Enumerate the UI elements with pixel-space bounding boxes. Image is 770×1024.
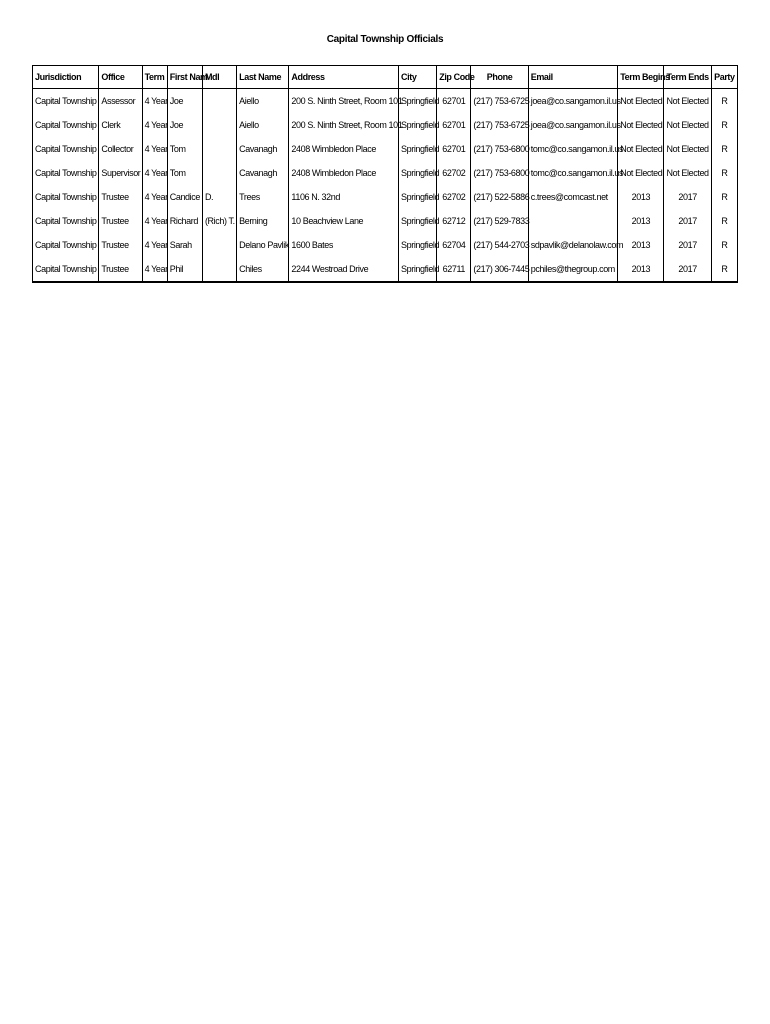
cell-term-ends: Not Elected	[664, 161, 711, 185]
cell-office: Clerk	[99, 113, 142, 137]
column-header-middle: Mdl	[202, 66, 236, 89]
table-header-row	[33, 66, 738, 89]
cell-term-begins: 2013	[618, 233, 664, 257]
cell-phone: (217) 529-7833	[471, 209, 528, 233]
page-title: Capital Township Officials	[326, 34, 444, 45]
cell-email: joea@co.sangamon.il.us	[528, 113, 618, 137]
cell-address: 200 S. Ninth Street, Room 101	[289, 113, 399, 137]
cell-term: 4 Year	[142, 185, 167, 209]
cell-address: 2408 Wimbledon Place	[289, 161, 399, 185]
cell-jurisdiction: Capital Township	[35, 120, 97, 130]
cell-last-name: Cavanagh	[237, 137, 289, 161]
cell-term: 4 Year	[142, 89, 167, 114]
cell-jurisdiction: Capital Township	[35, 96, 97, 106]
column-header-last-name: Last Name	[237, 66, 289, 89]
cell-city: Springfield	[399, 113, 437, 137]
cell-city: Springfield	[399, 209, 437, 233]
cell-first-name: Tom	[167, 137, 202, 161]
cell-email: pchiles@thegroup.com	[528, 257, 618, 282]
cell-term: 4 Year	[142, 257, 167, 282]
cell-zip-code: 62701	[437, 137, 471, 161]
cell-middle	[202, 89, 236, 114]
cell-term-begins: Not Elected	[618, 137, 664, 161]
cell-middle: (Rich) T.	[202, 209, 236, 233]
column-header-term-ends: Term Ends	[664, 66, 711, 89]
cell-zip-code: 62712	[437, 209, 471, 233]
cell-term: 4 Year	[142, 161, 167, 185]
cell-office: Trustee	[99, 209, 142, 233]
cell-first-name: Joe	[167, 113, 202, 137]
cell-term-ends: Not Elected	[664, 113, 711, 137]
cell-office: Trustee	[99, 185, 142, 209]
cell-email: tomc@co.sangamon.il.us	[528, 137, 618, 161]
column-header-city: City	[399, 66, 437, 89]
cell-phone: (217) 306-7445	[471, 257, 528, 282]
cell-middle: D.	[202, 185, 236, 209]
cell-party: R	[711, 137, 737, 161]
cell-middle	[202, 257, 236, 282]
cell-zip-code: 62701	[437, 89, 471, 114]
table-row	[33, 257, 738, 282]
cell-office: Collector	[99, 137, 142, 161]
cell-term-ends: 2017	[664, 257, 711, 282]
column-header-phone: Phone	[471, 66, 528, 89]
column-header-office: Office	[99, 66, 142, 89]
column-header-term-begins: Term Begins	[618, 66, 664, 89]
officials-table	[32, 65, 738, 283]
table-row	[33, 185, 738, 209]
cell-last-name: Aiello	[237, 113, 289, 137]
cell-city: Springfield	[399, 137, 437, 161]
cell-phone: (217) 753-6800	[471, 161, 528, 185]
cell-jurisdiction: Capital Township	[35, 168, 97, 178]
cell-address: 2408 Wimbledon Place	[289, 137, 399, 161]
cell-first-name: Candice	[167, 185, 202, 209]
cell-first-name: Richard	[167, 209, 202, 233]
cell-term-begins: Not Elected	[618, 161, 664, 185]
cell-city: Springfield	[399, 257, 437, 282]
cell-zip-code: 62711	[437, 257, 471, 282]
cell-zip-code: 62702	[437, 161, 471, 185]
cell-party: R	[711, 185, 737, 209]
cell-office: Trustee	[99, 233, 142, 257]
cell-term-begins: Not Elected	[618, 113, 664, 137]
cell-term-begins: 2013	[618, 185, 664, 209]
cell-phone: (217) 753-6725	[471, 89, 528, 114]
cell-middle	[202, 161, 236, 185]
cell-jurisdiction: Capital Township	[35, 216, 97, 226]
column-header-email: Email	[528, 66, 618, 89]
cell-term-begins: Not Elected	[618, 89, 664, 114]
cell-first-name: Joe	[167, 89, 202, 114]
cell-zip-code: 62704	[437, 233, 471, 257]
table-row	[33, 113, 738, 137]
cell-term-ends: 2017	[664, 233, 711, 257]
cell-jurisdiction: Capital Township	[35, 192, 97, 202]
cell-address: 2244 Westroad Drive	[289, 257, 399, 282]
cell-city: Springfield	[399, 185, 437, 209]
cell-address: 1600 Bates	[289, 233, 399, 257]
cell-party: R	[711, 257, 737, 282]
cell-office: Trustee	[99, 257, 142, 282]
cell-office: Supervisor	[99, 161, 142, 185]
column-header-zip-code: Zip Code	[437, 66, 471, 89]
cell-party: R	[711, 209, 737, 233]
cell-city: Springfield	[399, 89, 437, 114]
cell-city: Springfield	[399, 161, 437, 185]
cell-party: R	[711, 233, 737, 257]
cell-party: R	[711, 89, 737, 114]
cell-first-name: Sarah	[167, 233, 202, 257]
cell-term-begins: 2013	[618, 209, 664, 233]
cell-term-ends: Not Elected	[664, 89, 711, 114]
table-row	[33, 89, 738, 114]
table-row	[33, 209, 738, 233]
cell-middle	[202, 113, 236, 137]
cell-email: joea@co.sangamon.il.us	[528, 89, 618, 114]
cell-last-name: Aiello	[237, 89, 289, 114]
cell-address: 10 Beachview Lane	[289, 209, 399, 233]
column-header-first-name: First Nam	[167, 66, 202, 89]
cell-party: R	[711, 113, 737, 137]
cell-office: Assessor	[99, 89, 142, 114]
cell-zip-code: 62702	[437, 185, 471, 209]
cell-city: Springfield	[399, 233, 437, 257]
cell-last-name: Trees	[237, 185, 289, 209]
column-header-party: Party	[711, 66, 737, 89]
cell-last-name: Chiles	[237, 257, 289, 282]
column-header-jurisdiction: Jurisdiction	[33, 66, 99, 89]
cell-jurisdiction: Capital Township	[35, 144, 97, 154]
table-row	[33, 161, 738, 185]
cell-address: 200 S. Ninth Street, Room 101	[289, 89, 399, 114]
cell-email: sdpavlik@delanolaw.com	[528, 233, 618, 257]
cell-term-begins: 2013	[618, 257, 664, 282]
cell-term-ends: Not Elected	[664, 137, 711, 161]
cell-party: R	[711, 161, 737, 185]
cell-email	[528, 209, 618, 233]
column-header-address: Address	[289, 66, 399, 89]
cell-phone: (217) 753-6800	[471, 137, 528, 161]
cell-phone: (217) 753-6725	[471, 113, 528, 137]
cell-email: tomc@co.sangamon.il.us	[528, 161, 618, 185]
cell-term: 4 Year	[142, 113, 167, 137]
cell-first-name: Tom	[167, 161, 202, 185]
cell-term: 4 Year	[142, 209, 167, 233]
cell-term: 4 Year	[142, 233, 167, 257]
cell-zip-code: 62701	[437, 113, 471, 137]
cell-middle	[202, 137, 236, 161]
cell-email: c.trees@comcast.net	[528, 185, 618, 209]
column-header-term: Term	[142, 66, 167, 89]
cell-term: 4 Year	[142, 137, 167, 161]
cell-first-name: Phil	[167, 257, 202, 282]
cell-jurisdiction: Capital Township	[35, 240, 97, 250]
table-row	[33, 233, 738, 257]
cell-last-name: Delano Pavlik	[237, 233, 289, 257]
cell-last-name: Berning	[237, 209, 289, 233]
cell-address: 1106 N. 32nd	[289, 185, 399, 209]
cell-term-ends: 2017	[664, 185, 711, 209]
cell-middle	[202, 233, 236, 257]
cell-last-name: Cavanagh	[237, 161, 289, 185]
cell-jurisdiction: Capital Township	[35, 264, 97, 274]
table-row	[33, 137, 738, 161]
cell-term-ends: 2017	[664, 209, 711, 233]
cell-phone: (217) 544-2703	[471, 233, 528, 257]
cell-phone: (217) 522-5886	[471, 185, 528, 209]
